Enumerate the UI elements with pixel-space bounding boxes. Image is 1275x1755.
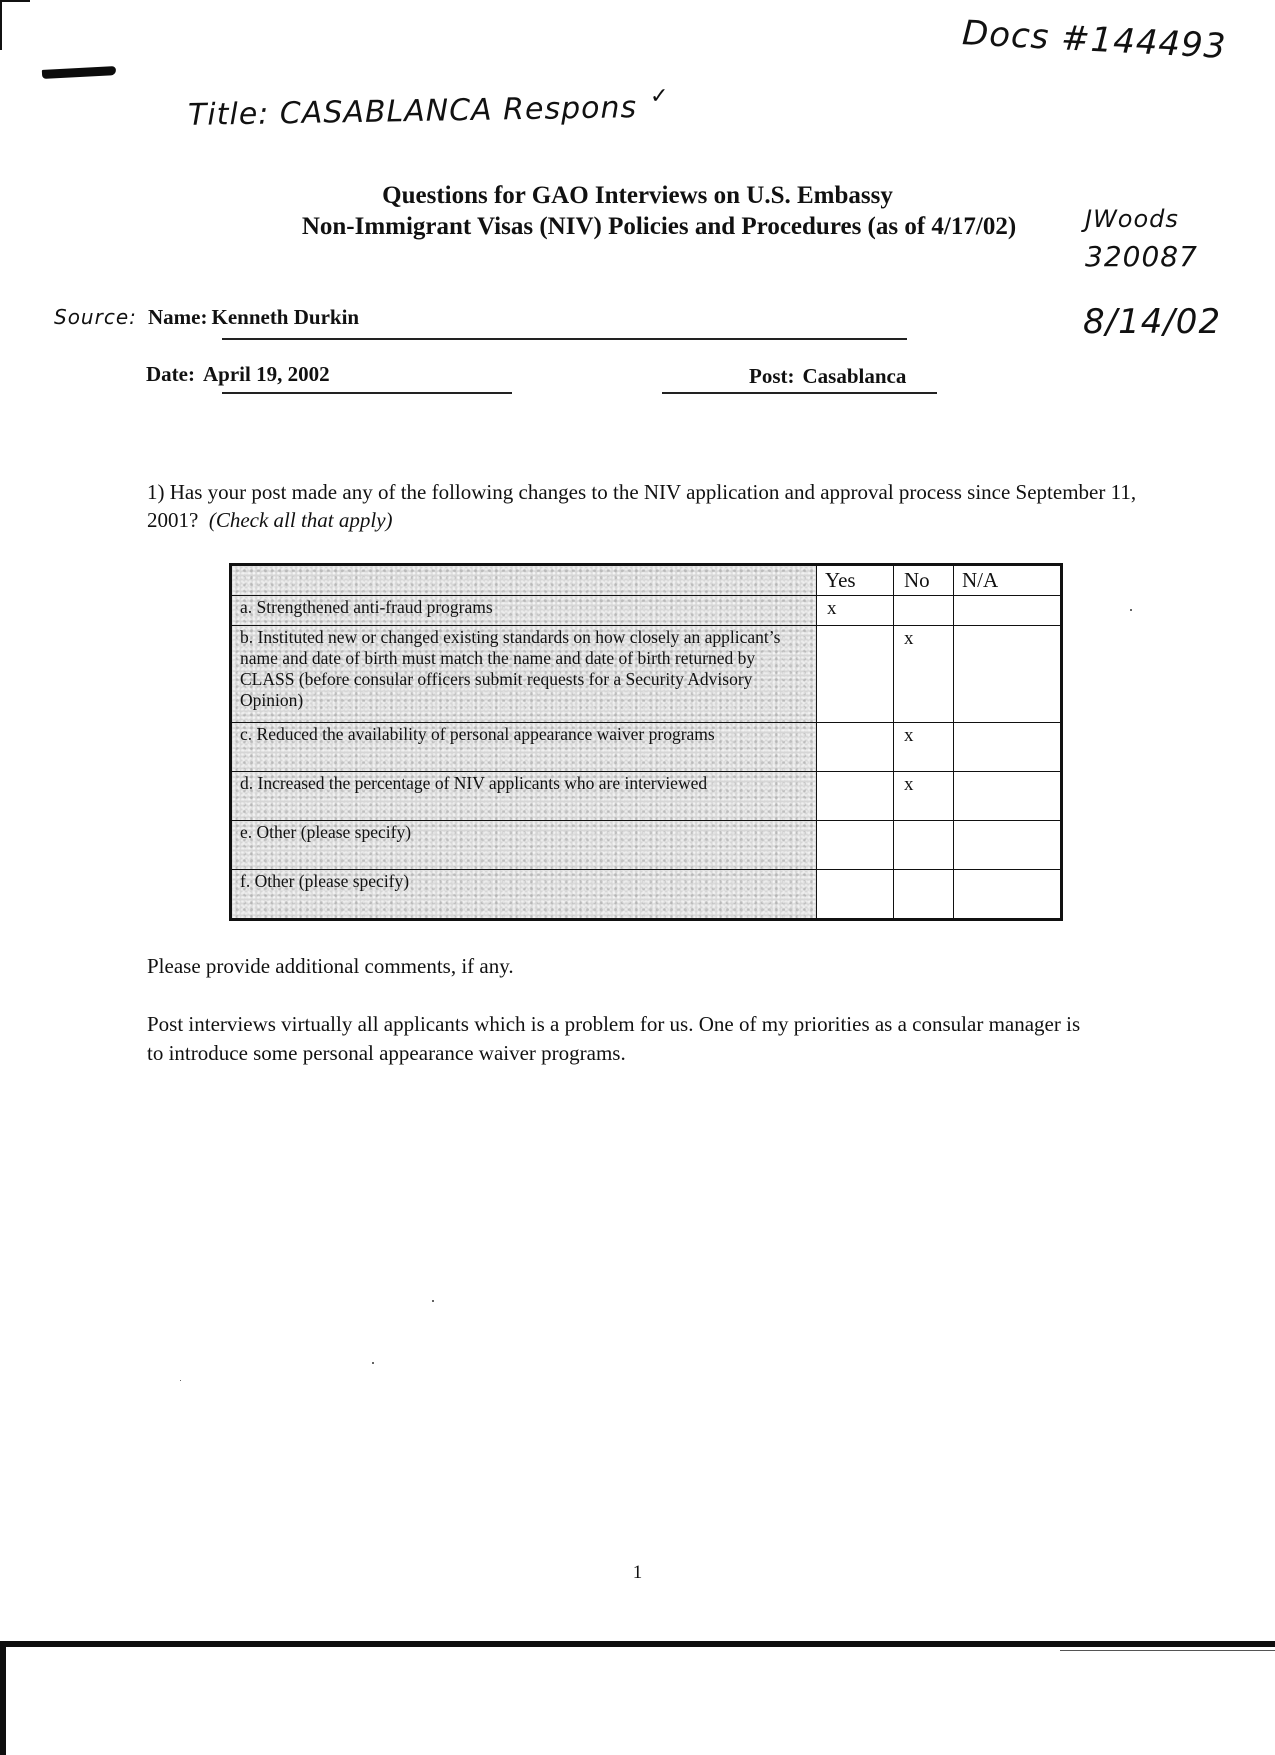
title-line-1: Questions for GAO Interviews on U.S. Embassy — [382, 182, 893, 209]
table-row-item: f. Other (please specify) — [231, 870, 817, 920]
page-title — [0, 180, 1275, 242]
handwritten-review-date: 8/14/02 — [1083, 302, 1222, 342]
table-row-item: a. Strengthened anti-fraud programs — [231, 596, 817, 626]
scan-edge-mark — [0, 0, 2, 50]
comments-response: Post interviews virtually all applicants which is a problem for us. One of my priorities as a consular manager is to introduce some personal appearance waiver programs. — [147, 1012, 1081, 1065]
title-line-2: Non-Immigrant Visas (NIV) Policies and Procedures (as of 4/17/02) — [301, 213, 1017, 240]
handwritten-reference-number: 320087 — [1085, 240, 1198, 273]
checkbox-no[interactable] — [894, 870, 954, 920]
comments-prompt: Please provide additional comments, if any. — [147, 954, 514, 978]
post-field — [749, 364, 906, 389]
checkbox-na[interactable] — [954, 821, 1062, 870]
handwritten-title-note: Title: CASABLANCA Respons — [187, 90, 638, 133]
scan-edge-mark — [0, 0, 30, 2]
name-label: Name: — [148, 305, 208, 329]
date-value: April 19, 2002 — [202, 362, 330, 386]
checkbox-no[interactable] — [894, 596, 954, 626]
checkbox-yes[interactable] — [817, 723, 894, 772]
table-row — [231, 723, 1062, 772]
name-value: Kenneth Durkin — [211, 305, 360, 329]
table-header-yes: Yes — [817, 565, 894, 596]
table-row-item: c. Reduced the availability of personal appearance waiver programs — [231, 723, 817, 772]
name-field — [148, 305, 359, 330]
name-underline — [222, 338, 907, 340]
question-1 — [147, 478, 1147, 534]
handwritten-check-mark-icon: ✓ — [650, 84, 670, 109]
checkbox-yes[interactable] — [817, 772, 894, 821]
table-row — [231, 596, 1062, 626]
scan-edge-mark — [0, 1641, 6, 1755]
date-label: Date: — [146, 362, 195, 386]
checkbox-no[interactable]: x — [894, 723, 954, 772]
post-underline — [662, 392, 937, 394]
handwritten-reviewer-note: JWoods — [1085, 205, 1179, 233]
table-header-row — [231, 565, 1062, 596]
checkbox-na[interactable] — [954, 870, 1062, 920]
checkbox-na[interactable] — [954, 626, 1062, 723]
checkbox-yes[interactable] — [817, 821, 894, 870]
table-row — [231, 870, 1062, 920]
question-instruction: (Check all that apply) — [208, 508, 393, 532]
page-number: 1 — [632, 1562, 643, 1583]
checkbox-no[interactable]: x — [894, 626, 954, 723]
question-text: 1) Has your post made any of the following changes to the NIV application and approval process since September 11, 2001? — [147, 480, 1137, 532]
handwritten-docs-number: Docs #144493 — [961, 13, 1228, 67]
scan-speck — [432, 1300, 434, 1302]
checkbox-yes[interactable] — [817, 870, 894, 920]
scan-speck — [180, 1380, 181, 1381]
table-row — [231, 772, 1062, 821]
scan-bottom-rule — [1060, 1650, 1275, 1651]
table-header-item — [231, 565, 817, 596]
date-field — [146, 362, 330, 387]
checkbox-na[interactable] — [954, 723, 1062, 772]
scan-dash-mark — [42, 66, 116, 79]
table-row-item: d. Increased the percentage of NIV applicants who are interviewed — [231, 772, 817, 821]
checkbox-yes[interactable] — [817, 626, 894, 723]
scan-speck — [372, 1362, 374, 1364]
checkbox-na[interactable] — [954, 772, 1062, 821]
scan-speck — [1130, 609, 1132, 611]
checkbox-no[interactable]: x — [894, 772, 954, 821]
post-label: Post: — [749, 364, 795, 388]
table-row-item: b. Instituted new or changed existing standards on how closely an applicant’s name and date of birth must match the name and date of birth returned by CLASS (before consular officers submit requests for a Security Advisory Opinion) — [231, 626, 817, 723]
table-row — [231, 821, 1062, 870]
table-row-item: e. Other (please specify) — [231, 821, 817, 870]
post-value: Casablanca — [802, 364, 907, 388]
checkbox-na[interactable] — [954, 596, 1062, 626]
table-row — [231, 626, 1062, 723]
date-underline — [222, 392, 512, 394]
niv-changes-table — [229, 563, 1063, 921]
scan-bottom-rule — [0, 1641, 1275, 1647]
table-header-na: N/A — [954, 565, 1062, 596]
checkbox-no[interactable] — [894, 821, 954, 870]
checkbox-yes[interactable]: x — [817, 596, 894, 626]
table-header-no: No — [894, 565, 954, 596]
handwritten-source-note: Source: — [54, 305, 137, 329]
